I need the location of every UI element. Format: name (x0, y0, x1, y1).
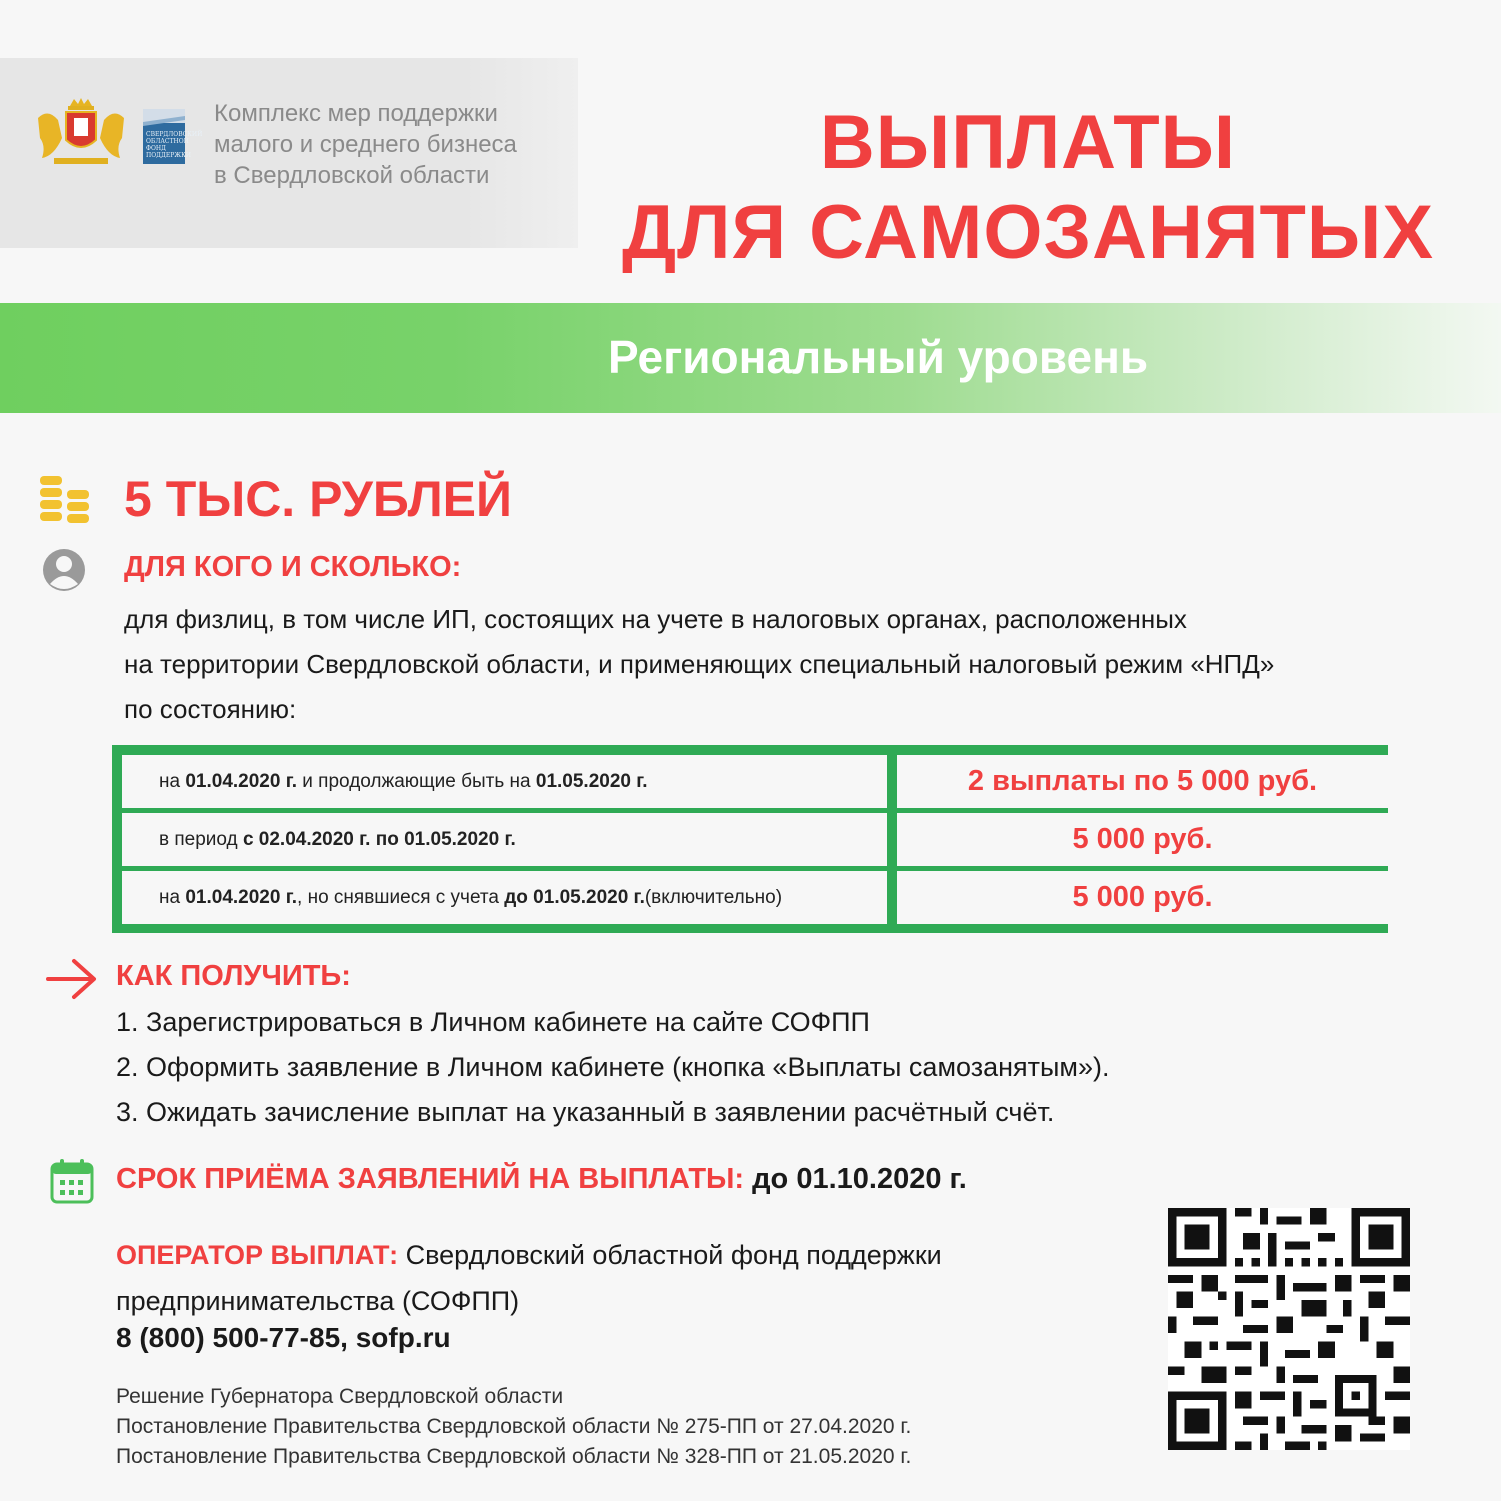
fund-logo-text: СВЕРДЛОВСКИЙ ОБЛАСТНОЙ ФОНД ПОДДЕРЖКИ (146, 131, 203, 159)
arrow-right-icon (46, 957, 98, 1001)
list-item: 2. Оформить заявление в Личном кабинете (кнопка «Выплаты самозанятым»). (116, 1052, 1110, 1082)
legal-line: Постановление Правительства Свердловской области № 275-ПП от 27.04.2020 г. (116, 1415, 912, 1438)
page-title (578, 98, 1478, 278)
legal-line: Постановление Правительства Свердловской области № 328-ПП от 21.05.2020 г. (116, 1445, 912, 1468)
deadline-label: СРОК ПРИЁМА ЗАЯВЛЕНИЙ НА ВЫПЛАТЫ: (116, 1163, 745, 1195)
list-item: 1. Зарегистрироваться в Личном кабинете на сайте СОФПП (116, 1007, 870, 1037)
who-description (124, 597, 1444, 732)
table-cell-amount: 5 000 руб. (897, 813, 1388, 866)
calendar-icon (50, 1158, 94, 1204)
deadline (116, 1163, 967, 1196)
title-line-1: ВЫПЛАТЫ (819, 100, 1237, 185)
payments-table (112, 745, 1388, 933)
legal-line: Решение Губернатора Свердловской области (116, 1385, 564, 1408)
org-line-1: Комплекс мер поддержки (214, 100, 498, 127)
level-band-text: Региональный уровень (608, 331, 1149, 383)
table-cell-condition: в период с 02.04.2020 г. по 01.05.2020 г. (122, 813, 887, 866)
org-line-2: малого и среднего бизнеса (214, 131, 517, 158)
operator-info (116, 1232, 1096, 1324)
table-row (122, 871, 1388, 924)
title-line-2: ДЛЯ САМОЗАНЯТЫХ (621, 190, 1435, 275)
how-label: КАК ПОЛУЧИТЬ: (116, 960, 351, 992)
coat-of-arms-icon (34, 98, 128, 168)
table-cell-condition: на 01.04.2020 г., но снявшиеся с учета до 01.05.2020 г.(включительно) (122, 871, 887, 924)
who-line-2: на территории Свердловской области, и применяющих специальный налоговый режим «НПД» (124, 649, 1275, 679)
who-line-3: по состоянию: (124, 694, 297, 724)
table-cell-amount: 5 000 руб. (897, 871, 1388, 924)
table-row (122, 813, 1388, 866)
list-item: 3. Ожидать зачисление выплат на указанный в заявлении расчётный счёт. (116, 1097, 1055, 1127)
legal-references (116, 1382, 911, 1472)
steps-list (116, 1000, 1110, 1135)
who-label: ДЛЯ КОГО И СКОЛЬКО: (124, 551, 462, 583)
table-cell-condition: на 01.04.2020 г. и продолжающие быть на 01.05.2020 г. (122, 755, 887, 808)
deadline-value: до 01.10.2020 г. (744, 1163, 967, 1195)
operator-label: ОПЕРАТОР ВЫПЛАТ: (116, 1240, 399, 1270)
table-cell-amount: 2 выплаты по 5 000 руб. (897, 755, 1388, 808)
coins-icon (38, 474, 92, 524)
org-description (214, 98, 517, 191)
operator-contacts: 8 (800) 500-77-85, sofp.ru (116, 1322, 451, 1353)
fund-logo (143, 109, 203, 164)
org-line-3: в Свердловской области (214, 162, 490, 189)
user-icon (42, 548, 86, 592)
table-row (122, 755, 1388, 808)
who-line-1: для физлиц, в том числе ИП, состоящих на учете в налоговых органах, расположенных (124, 604, 1187, 634)
qr-code-icon[interactable] (1168, 1208, 1410, 1450)
amount-heading: 5 ТЫС. РУБЛЕЙ (124, 471, 512, 527)
operator-text: Свердловский областной фонд поддержки предпринимательства (СОФПП) (116, 1240, 942, 1316)
